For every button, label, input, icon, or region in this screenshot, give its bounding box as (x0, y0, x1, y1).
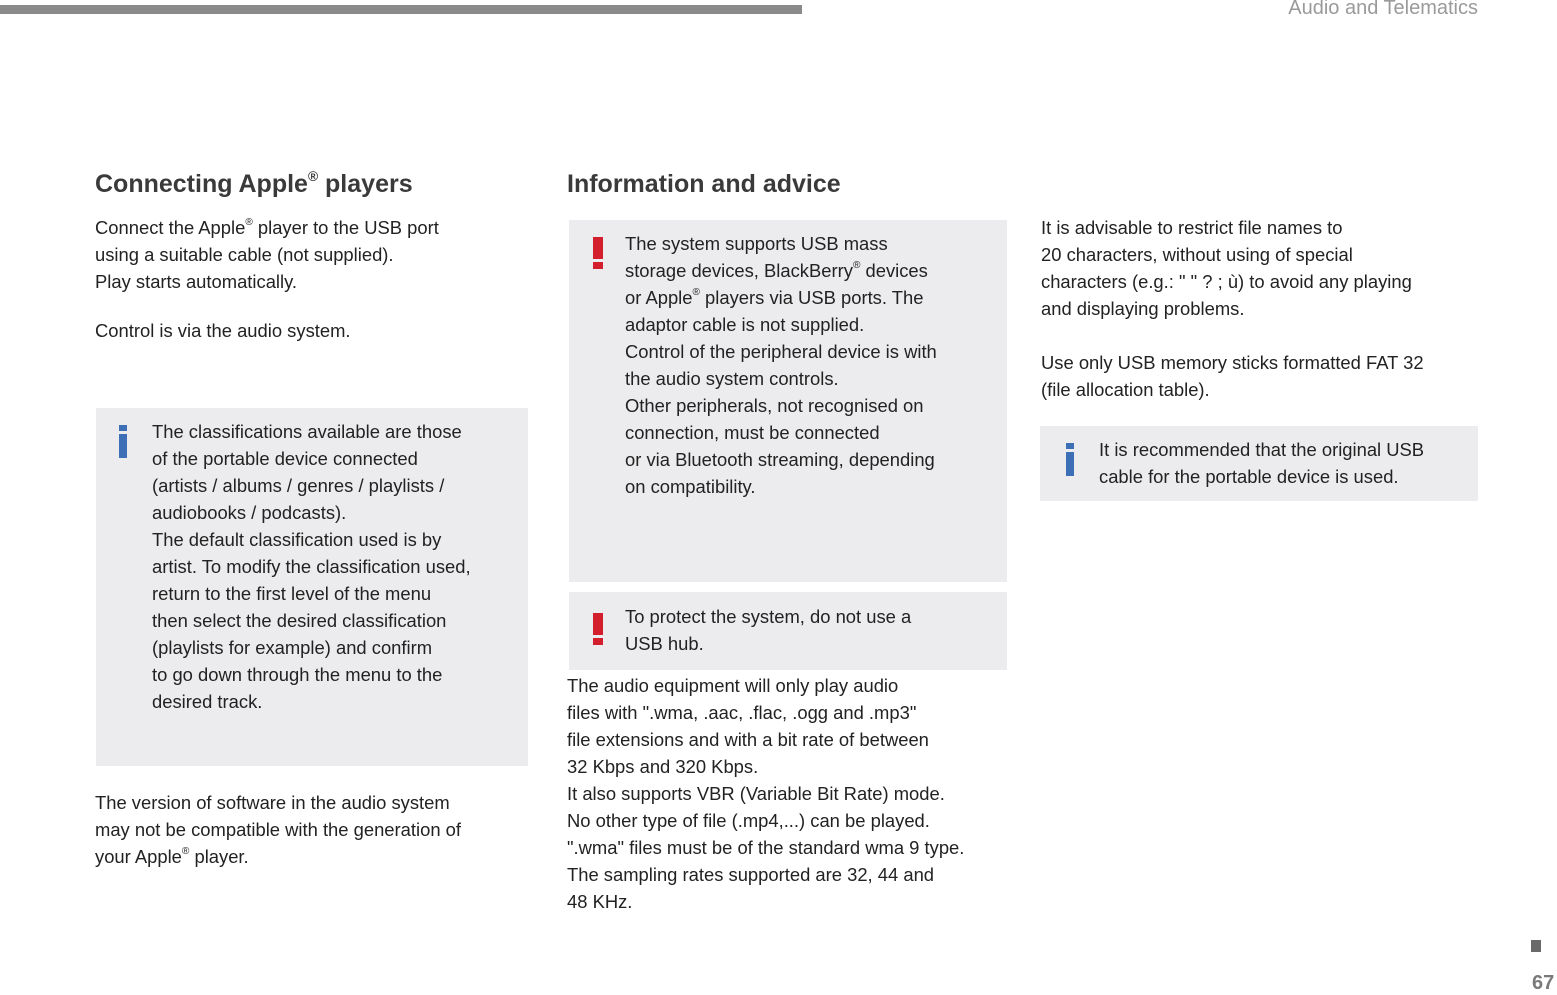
info-box-classifications (96, 408, 528, 766)
info-box-text: The classifications available are those of the portable device connected (artists / albums / genres / playlists / audiobooks / podcasts). The default classification used is by artist. To modify the classification used, return to the first level of the menu then select the desired classification (playlists for example) and confirm to go down through the menu to the desired track. (152, 421, 471, 712)
text-line: using a suitable cable (not supplied). (95, 244, 394, 265)
header-rule (0, 5, 802, 14)
control-paragraph: Control is via the audio system. (95, 320, 351, 341)
info-icon (1066, 443, 1074, 476)
warning-box-text: To protect the system, do not use a USB hub. (625, 606, 912, 654)
warning-box-usb-support (569, 220, 1007, 582)
heading-connecting-apple (95, 170, 413, 199)
info-icon (119, 425, 127, 458)
registered-mark: ® (307, 168, 319, 184)
exclamation-icon (593, 613, 603, 645)
heading-text-tail: players (318, 170, 413, 198)
fat32-paragraph: Use only USB memory sticks formatted FAT 32 (file allocation table). (1041, 352, 1424, 400)
text-line: Connect the Apple® player to the USB port (95, 217, 439, 238)
section-title: Audio and Telematics (1288, 0, 1478, 19)
warning-box-text: The system supports USB mass storage devices, BlackBerry® devices or Apple® players via USB ports. The adaptor cable is not supplied. Control of the peripheral device is with the audio system controls. Other peripherals, not recognised on connection, must be connected or via Bluetooth streaming, depending on compatibility. (625, 233, 937, 497)
connect-paragraph (95, 214, 439, 295)
page-marker (1531, 940, 1541, 952)
info-box-text: It is recommended that the original USB cable for the portable device is used. (1099, 439, 1425, 487)
software-version-paragraph: The version of software in the audio system may not be compatible with the generation of your Apple® player. (95, 792, 461, 867)
text-line: Play starts automatically. (95, 271, 298, 292)
audio-formats-paragraph: The audio equipment will only play audio files with ".wma, .aac, .flac, .ogg and .mp3" file extensions and with a bit rate of between 32 Kbps and 320 Kbps. It also supports VBR (Variable Bit Rate) mode. No other type of file (.mp4,...) can be played. ".wma" files must be of the standard wma 9 type. The sampling rates supported are 32, 44 and 48 KHz. (567, 675, 965, 912)
info-box-usb-cable (1040, 426, 1478, 501)
exclamation-icon (593, 237, 603, 269)
file-names-paragraph: It is advisable to restrict file names to 20 characters, without using of special characters (e.g.: " " ? ; ù) to avoid any playing and displaying problems. (1041, 217, 1412, 319)
heading-information-advice: Information and advice (567, 170, 841, 198)
page-number: 67 (1532, 972, 1555, 994)
heading-text: Connecting Apple (95, 170, 308, 198)
warning-box-usb-hub (569, 592, 1007, 670)
